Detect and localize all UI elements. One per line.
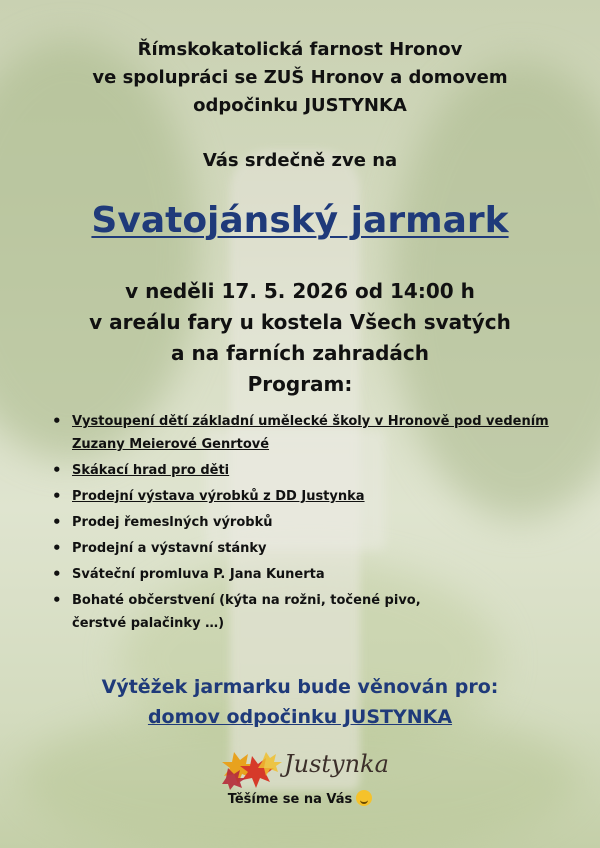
list-item <box>52 589 577 635</box>
event-title: Svatojánský jarmark <box>91 200 509 241</box>
justynka-logo <box>222 746 389 790</box>
logo-text: Justynka <box>284 750 389 778</box>
program-item-7-line-2: čerstvé palačinky …) <box>72 616 225 631</box>
program-list <box>52 410 577 638</box>
program-item-5: Prodejní a výstavní stánky <box>72 541 267 556</box>
program-heading: Program: <box>247 372 353 396</box>
list-item <box>52 410 577 456</box>
program-item-1-line-2: Zuzany Meierové Genrtové <box>72 437 270 452</box>
maple-leaves-icon <box>222 746 292 790</box>
list-item <box>52 511 577 534</box>
program-item-7-line-1: Bohaté občerstvení (kýta na rožni, točené pivo, <box>72 593 421 608</box>
intro-block <box>0 36 600 120</box>
smiley-icon <box>356 790 372 806</box>
invite-text: Vás srdečně zve na <box>202 150 398 171</box>
program-item-6: Sváteční promluva P. Jana Kunerta <box>72 567 325 582</box>
proceeds-line-2: domov odpočinku JUSTYNKA <box>147 706 453 728</box>
intro-line-3: odpočinku JUSTYNKA <box>193 95 407 116</box>
list-item <box>52 537 577 560</box>
proceeds-line-1: Výtěžek jarmarku bude věnován pro: <box>101 676 499 698</box>
event-place-2: a na farních zahradách <box>170 341 429 365</box>
program-item-4: Prodej řemeslných výrobků <box>72 515 273 530</box>
event-date: v neděli 17. 5. 2026 od 14:00 h <box>125 279 475 303</box>
list-item <box>52 485 577 508</box>
event-place-1: v areálu fary u kostela Všech svatých <box>89 310 511 334</box>
list-item <box>52 563 577 586</box>
proceeds-block <box>0 672 600 732</box>
list-item <box>52 459 577 482</box>
program-item-2: Skákací hrad pro děti <box>72 463 230 478</box>
intro-line-2: ve spolupráci se ZUŠ Hronov a domovem <box>92 67 508 88</box>
event-details <box>0 276 600 369</box>
intro-line-1: Římskokatolická farnost Hronov <box>137 39 463 60</box>
closing-text <box>0 790 600 807</box>
closing-message: Těšíme se na Vás <box>227 792 353 807</box>
program-item-3: Prodejní výstava výrobků z DD Justynka <box>72 489 365 504</box>
program-item-1-line-1: Vystoupení dětí základní umělecké školy v Hronově pod vedením <box>72 414 549 429</box>
